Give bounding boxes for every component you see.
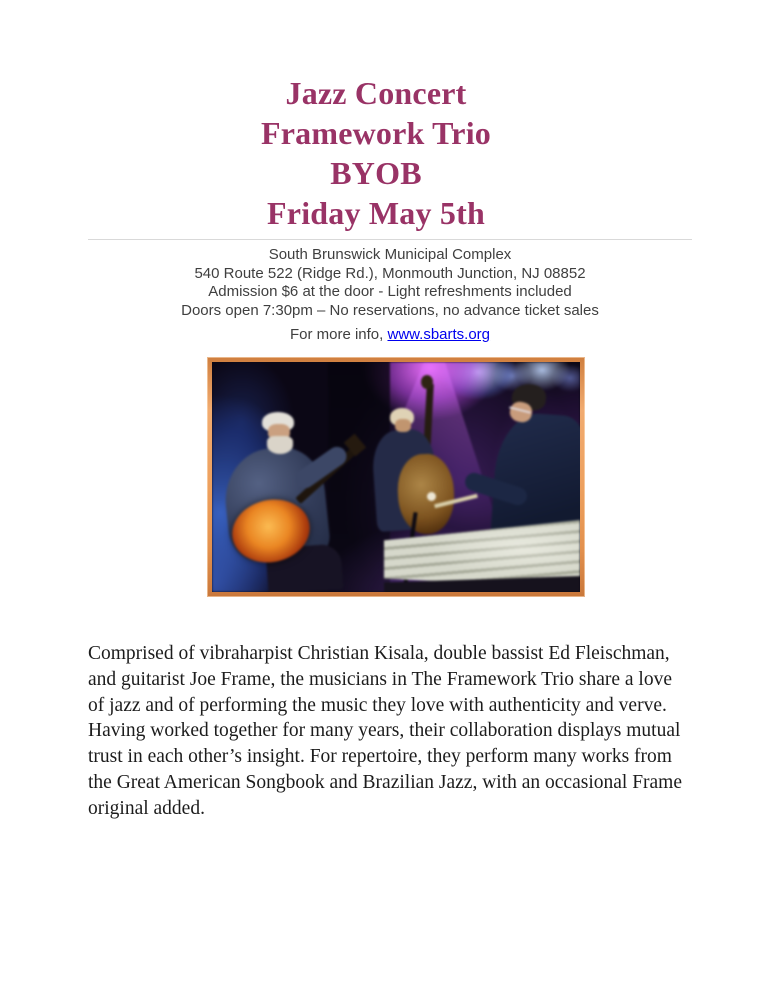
band-photo <box>212 362 580 592</box>
venue-name: South Brunswick Municipal Complex <box>268 246 512 263</box>
description-paragraph: Comprised of vibraharpist Christian Kisala, double bassist Ed Fleischman, and guitarist Joe Frame, the musicians in The Framework Trio share a love of jazz and of performing the music they love with authenticity and verve. Having worked together for many years, their collaboration displays mutual trust in each other’s insight. For repertoire, they perform many works from the Great American Songbook and Brazilian Jazz, with an occasional Frame original added. <box>88 643 683 819</box>
guitarist-beard <box>267 436 293 454</box>
venue-address: 540 Route 522 (Ridge Rd.), Monmouth Junction, NJ 08852 <box>194 264 586 282</box>
title-line-band: Framework Trio <box>260 115 491 151</box>
vibraphone-mallet-head <box>427 492 436 501</box>
band-photo-frame <box>207 357 585 597</box>
double-bass-scroll <box>421 375 433 389</box>
divider-line <box>88 239 692 240</box>
more-info-prefix: For more info, <box>289 326 388 343</box>
title-line-event: Jazz Concert <box>285 75 467 111</box>
title-line-byob: BYOB <box>330 155 422 191</box>
admission-info: Admission $6 at the door - Light refreshments included <box>208 283 572 300</box>
flyer-title <box>88 0 692 233</box>
bassist-face <box>395 419 411 432</box>
title-line-date: Friday May 5th <box>267 195 485 231</box>
sbarts-link[interactable]: www.sbarts.org <box>387 326 491 343</box>
event-details <box>88 246 692 320</box>
doors-info: Doors open 7:30pm – No reservations, no advance ticket sales <box>181 301 599 319</box>
more-info-line <box>88 326 692 344</box>
stage-scene <box>212 362 580 592</box>
